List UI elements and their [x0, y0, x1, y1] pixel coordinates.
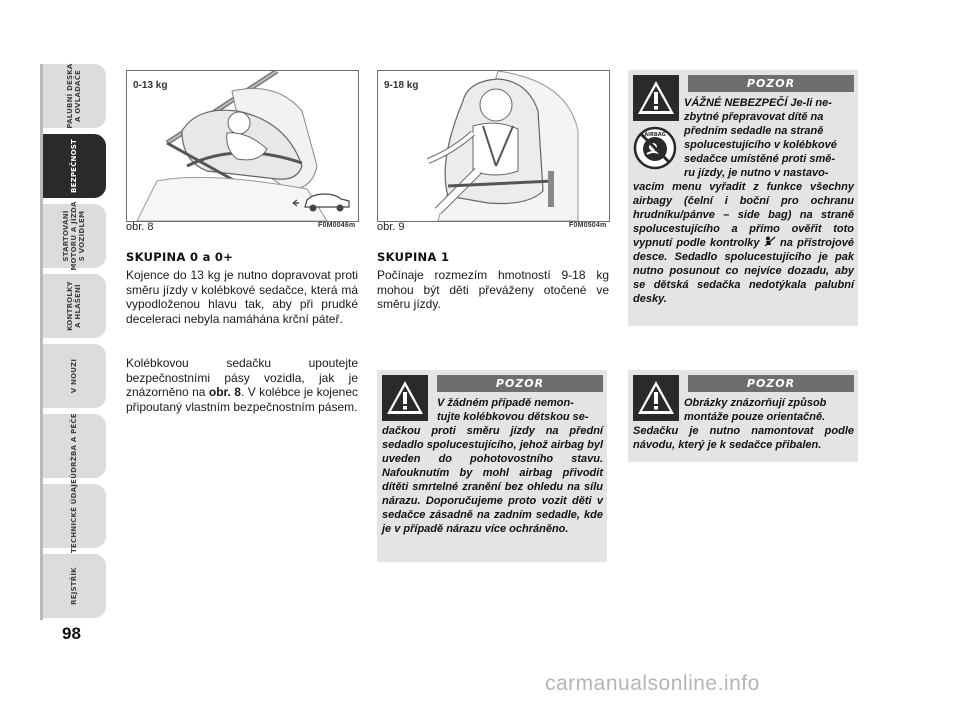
- paragraph: [126, 356, 358, 414]
- tab-palubni-deska[interactable]: [43, 64, 106, 128]
- tab-label: REJSTŘÍK: [70, 567, 78, 605]
- warning-line: předním sedadle na straně: [684, 125, 824, 137]
- weight-label: 0-13 kg: [133, 80, 168, 91]
- tab-v-nouzi[interactable]: [43, 344, 106, 408]
- warning-header: POZOR: [688, 75, 854, 92]
- warning-triangle-icon: [633, 75, 679, 121]
- warning-indented-text: [684, 96, 854, 180]
- warning-header: POZOR: [437, 375, 603, 392]
- warning-body: [633, 180, 854, 306]
- warning-line: Obrázky znázorňují způsob: [684, 397, 827, 409]
- warning-line: montáže pouze orientačně.: [684, 411, 826, 423]
- figure-reference: obr. 8: [208, 385, 241, 399]
- warning-line: VÁŽNÉ NEBEZPEČÍ Je-li ne-: [684, 97, 832, 109]
- weight-label: 9-18 kg: [384, 80, 419, 91]
- page-number: 98: [62, 624, 81, 643]
- warning-indented-text: [437, 396, 603, 424]
- warning-triangle-icon: [633, 375, 679, 421]
- section-heading: SKUPINA 0 a 0+: [126, 250, 234, 264]
- warning-indented-text: [684, 396, 854, 424]
- watermark: carmanualsonline.info: [545, 672, 760, 695]
- chapter-tabs: [40, 64, 106, 620]
- warning-text: na přístrojové desce. Sedadlo spolucestujícího je pak nutno posunout co nejvíce dozadu, aby se dětská sedačka nedotýkala palubní desky.: [633, 237, 855, 305]
- airbag-sticker-text: AIRBAG: [644, 132, 666, 138]
- warning-line: V žádném případě nemon-: [437, 397, 574, 409]
- tab-label: ÚDRŽBA A PÉČE: [70, 413, 78, 479]
- paragraph-text: . V kolébce je kojenec připoutaný vlastním bezpečnostním pásem.: [126, 385, 358, 414]
- warning-line: spolucestujícího v kolébkové: [684, 139, 837, 151]
- warning-text: vacím menu vyřadit z funkce všechny airbagy (čelní i boční pro ochranu hrudníku/pánve – side bag) na straně spolucestujícího a přímo ověřit toto vypnutí podle kontrolky: [633, 181, 854, 249]
- warning-box: [628, 70, 858, 326]
- car-icon: [291, 189, 353, 215]
- warning-body: Sedačku je nutno namontovat podle návodu, který je k sedačce přibalen.: [633, 425, 854, 451]
- tab-label: STARTOVÁNÍ MOTORU A JÍZDA S VOZIDLEM: [62, 201, 86, 271]
- warning-box: [628, 370, 858, 462]
- warning-box: [377, 370, 607, 562]
- warning-body: dačkou proti směru jízdy na přední sedadlo spolucestujícího, jehož airbag byl uveden do pohotovostního stavu. Nafouknutím by mohl airbag přivodit dítěti smrtelné zranění bez ohledu na sílu nárazu. Doporučujeme proto vozit děti v sedačce zásadně na zadním sedadle, kde je v případě nárazu více ochráněno.: [382, 425, 603, 535]
- tab-label: BEZPEČNOST: [70, 139, 78, 193]
- figure-caption: obr. 8: [126, 221, 154, 233]
- tab-technicke-udaje[interactable]: [43, 478, 106, 554]
- warning-header: POZOR: [688, 375, 854, 392]
- child-seat-illustration: [378, 71, 609, 221]
- figure-code: F0M0504m: [569, 222, 607, 229]
- tab-label: V NOUZI: [70, 358, 78, 394]
- tab-label: KONTROLKY A HLÁŠENÍ: [66, 281, 82, 331]
- tab-startovani[interactable]: [43, 201, 106, 271]
- figure-infant-carrier: [126, 70, 359, 222]
- airbag-disabled-icon: [633, 126, 677, 170]
- paragraph: Kojence do 13 kg je nutno dopravovat proti směru jízdy v kolébkové sedačce, která má vypodloženou hlavu tak, aby při prudké deceleraci nebyla namáhána krční páteř.: [126, 268, 358, 326]
- tab-label: TECHNICKÉ ÚDAJE: [70, 478, 78, 554]
- figure-child-seat: [377, 70, 610, 222]
- tab-udrzba[interactable]: [43, 414, 106, 478]
- warning-triangle-icon: [382, 375, 428, 421]
- tab-rejstrik[interactable]: [43, 554, 106, 618]
- figure-code: F0M0046m: [318, 222, 356, 229]
- warning-line: tujte kolébkovou dětskou se-: [437, 411, 589, 423]
- tab-label: PALUBNÍ DESKA A OVLADAČE: [66, 63, 82, 129]
- warning-line: ru jízdy, je nutno v nastavo-: [684, 167, 829, 179]
- figure-caption: obr. 9: [377, 221, 405, 233]
- warning-line: sedačce umístěné proti smě-: [684, 153, 836, 165]
- section-heading: SKUPINA 1: [377, 250, 450, 264]
- passenger-airbag-off-icon: [764, 236, 776, 247]
- warning-line: zbytné přepravovat dítě na: [684, 111, 824, 123]
- paragraph-text: Kolébkovou sedačku upoutejte bezpečnostními pásy vozidla, jak je znázorněno na: [126, 356, 358, 399]
- tab-bezpecnost[interactable]: [43, 134, 106, 198]
- tab-kontrolky[interactable]: [43, 274, 106, 338]
- paragraph: Počínaje rozmezím hmotností 9-18 kg mohou být děti převáženy otočené ve směru jízdy.: [377, 268, 609, 311]
